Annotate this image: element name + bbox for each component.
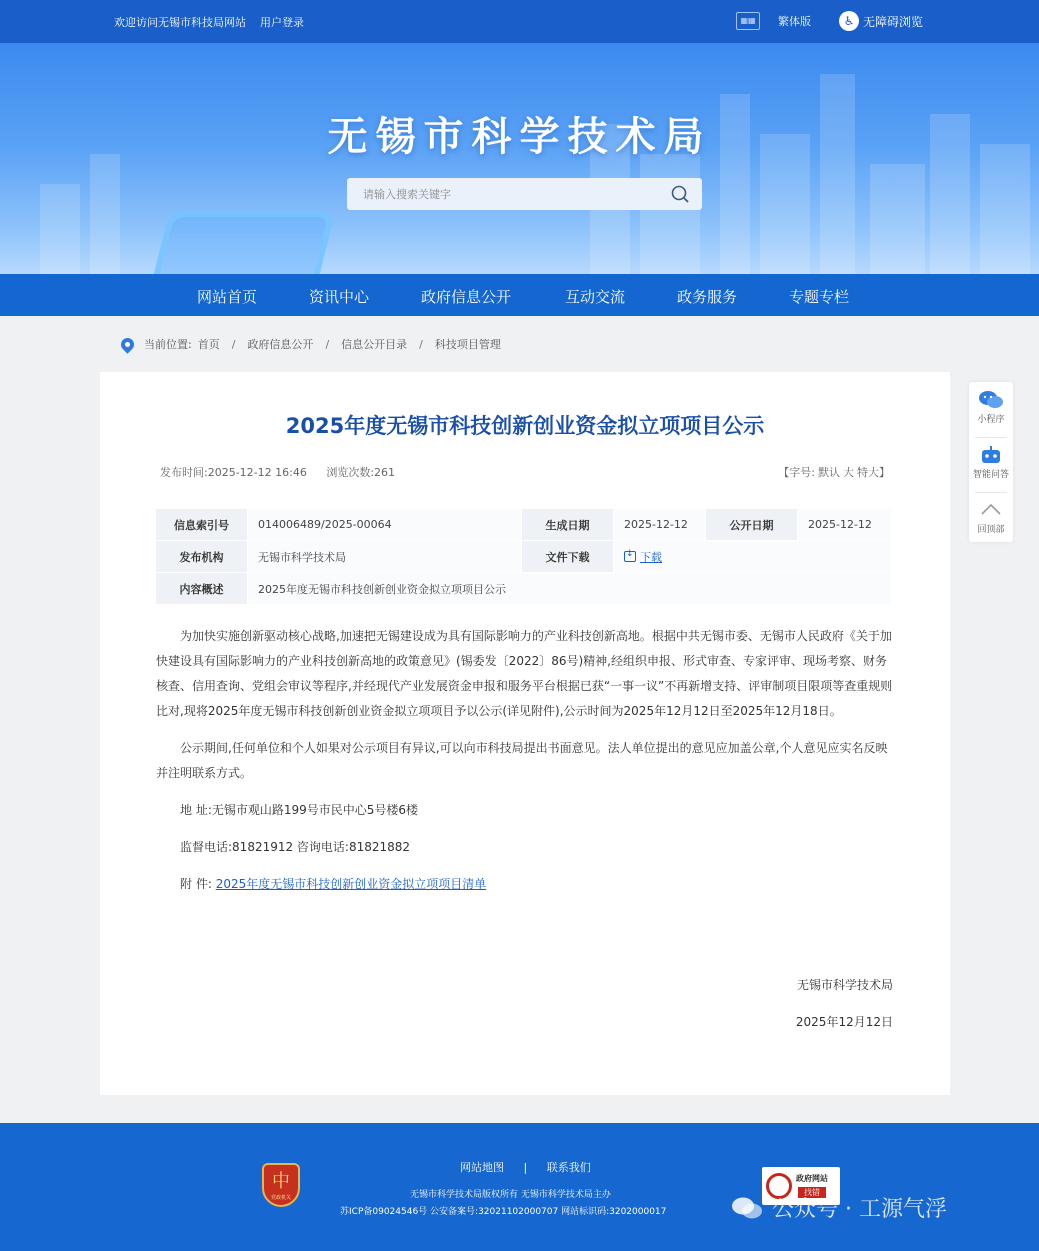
nav-item-special[interactable]: 专题专栏 xyxy=(789,288,850,306)
top-bar xyxy=(0,0,1039,43)
floating-sidebar xyxy=(969,382,1013,542)
main-nav xyxy=(0,274,1039,316)
accessibility-button[interactable] xyxy=(839,11,923,31)
font-size-default[interactable]: 默认 xyxy=(818,466,840,479)
sitemap-link[interactable]: 网站地图 xyxy=(460,1161,504,1174)
back-to-top-label: 回顶部 xyxy=(977,525,1005,535)
article-meta xyxy=(160,464,395,480)
watermark-text: 公众号 · 工源气浮 xyxy=(772,1197,947,1222)
wechat-icon xyxy=(978,390,1004,410)
nav-item-home[interactable]: 网站首页 xyxy=(197,288,258,306)
font-size-large[interactable]: 大 xyxy=(843,466,854,479)
org-value: 无锡市科学技术局 xyxy=(248,541,522,573)
contact-link[interactable]: 联系我们 xyxy=(546,1161,591,1174)
location-pin-icon xyxy=(118,335,136,353)
article-card xyxy=(100,372,950,1095)
paragraph-2: 公示期间,任何单位和个人如果对公示项目有异议,可以向市科技局提出书面意见。法人单位提出的意见应加盖公章,个人意见应实名反映并注明联系方式。 xyxy=(156,741,888,780)
created-date-label: 生成日期 xyxy=(522,509,614,541)
chevron-up-icon xyxy=(978,500,1004,520)
public-date-label: 公开日期 xyxy=(706,509,798,541)
welcome-text: 欢迎访问无锡市科技局网站 xyxy=(114,16,246,29)
nav-item-gov-info[interactable]: 政府信息公开 xyxy=(421,288,512,306)
publish-time: 发布时间:2025-12-12 16:46 xyxy=(160,466,307,479)
watermark xyxy=(730,1192,947,1223)
decorative-hexagon xyxy=(147,211,336,274)
nav-item-interaction[interactable]: 互动交流 xyxy=(565,288,626,306)
nav-item-services[interactable]: 政务服务 xyxy=(677,288,738,306)
back-to-top-button[interactable] xyxy=(969,500,1013,535)
attachment-line xyxy=(156,872,894,897)
download-label: 文件下载 xyxy=(522,541,614,573)
paragraph-1: 为加快实施创新驱动核心战略,加速把无锡建设成为具有国际影响力的产业科技创新高地。根据中共无锡市委、无锡市人民政府《关于加快建设具有国际影响力的产业科技创新高地的政策意见》(锡委发〔2022〕86号)精神,经组织申报、形式审查、专家评审、现场考察、财务核查、信用查询、党组会审议等程序,并经现代产业发展资金申报和服务平台根据已获“一事一议”不再新增支持、评审制项目限项等查重规则比对,现将2025年度无锡市科技创新创业资金拟立项项目予以公示(详见附件),公示时间为2025年12月12日至2025年12月18日。 xyxy=(156,629,893,718)
search-input[interactable] xyxy=(347,178,647,210)
breadcrumb-catalog[interactable]: 信息公开目录 xyxy=(341,338,408,351)
smart-qa-label: 智能问答 xyxy=(972,470,1009,480)
summary-value: 2025年度无锡市科技创新创业资金拟立项项目公示 xyxy=(248,573,892,605)
party-gov-emblem-icon[interactable]: 中 党政机关 xyxy=(262,1163,300,1207)
view-count: 浏览次数:261 xyxy=(326,466,396,479)
attachment-label: 附 件: xyxy=(180,877,212,891)
footer-links xyxy=(460,1159,591,1175)
smart-qa-button[interactable] xyxy=(969,445,1013,480)
breadcrumb-home[interactable]: 首页 xyxy=(197,338,220,351)
breadcrumb-separator: / xyxy=(325,337,330,351)
breadcrumb-separator: / xyxy=(419,337,423,351)
info-table xyxy=(155,508,892,605)
traditional-chinese-link[interactable]: 繁体版 xyxy=(778,15,811,28)
qr-code-icon[interactable]: ▦▦ xyxy=(736,12,760,30)
breadcrumb xyxy=(121,336,501,352)
icp-text: 苏ICP备09024546号 公安备案号:32021102000707 网站标识码:3202000017 xyxy=(340,1207,667,1217)
copyright-text: 无锡市科学技术局版权所有 无锡市科学技术局主办 xyxy=(410,1190,611,1200)
breadcrumb-current[interactable]: 科技项目管理 xyxy=(434,338,501,351)
gov-badge-sub: 找错 xyxy=(798,1187,826,1198)
robot-icon xyxy=(978,445,1004,465)
index-value: 014006489/2025-00064 xyxy=(248,509,522,541)
download-cell xyxy=(614,541,892,573)
font-size-xlarge[interactable]: 特大】 xyxy=(857,466,890,479)
org-label: 发布机构 xyxy=(156,541,248,573)
login-link[interactable]: 用户登录 xyxy=(260,16,304,29)
public-date-value: 2025-12-12 xyxy=(798,509,892,541)
accessibility-label: 无障碍浏览 xyxy=(863,14,924,29)
breadcrumb-separator: / xyxy=(231,337,236,351)
wechat-watermark-icon xyxy=(730,1196,764,1220)
font-size-label: 【字号: xyxy=(778,466,815,479)
gov-badge-title: 政府网站 xyxy=(796,1174,828,1183)
miniprogram-label: 小程序 xyxy=(977,415,1005,425)
top-right-tools xyxy=(736,11,923,31)
address-line: 地 址:无锡市观山路199号市民中心5号楼6楼 xyxy=(180,803,419,817)
nav-item-news[interactable]: 资讯中心 xyxy=(309,288,370,306)
font-size-selector xyxy=(778,464,890,480)
breadcrumb-gov-info[interactable]: 政府信息公开 xyxy=(247,338,314,351)
attachment-link[interactable]: 2025年度无锡市科技创新创业资金拟立项项目清单 xyxy=(215,877,487,891)
emblem-text: 党政机关 xyxy=(270,1195,291,1201)
phone-line: 监督电话:81821912 咨询电话:81821882 xyxy=(180,840,411,854)
download-icon xyxy=(624,551,636,562)
header-banner xyxy=(0,43,1039,274)
signature-org: 无锡市科学技术局 xyxy=(796,978,893,992)
search-icon[interactable] xyxy=(670,184,690,204)
created-date-value: 2025-12-12 xyxy=(614,509,706,541)
article-body xyxy=(156,624,894,897)
miniprogram-button[interactable] xyxy=(969,390,1013,425)
breadcrumb-label: 当前位置: xyxy=(144,338,192,351)
accessibility-icon: ♿ xyxy=(839,11,859,31)
footer xyxy=(0,1123,1039,1251)
search-box xyxy=(347,178,702,210)
site-title: 无锡市科学技术局 xyxy=(327,114,712,160)
article-title: 2025年度无锡市科技创新创业资金拟立项项目公示 xyxy=(285,414,765,438)
summary-label: 内容概述 xyxy=(156,573,248,605)
index-label: 信息索引号 xyxy=(156,509,248,541)
download-link[interactable]: 下载 xyxy=(640,550,662,564)
footer-separator: | xyxy=(523,1161,528,1174)
signature-date: 2025年12月12日 xyxy=(795,1015,893,1029)
